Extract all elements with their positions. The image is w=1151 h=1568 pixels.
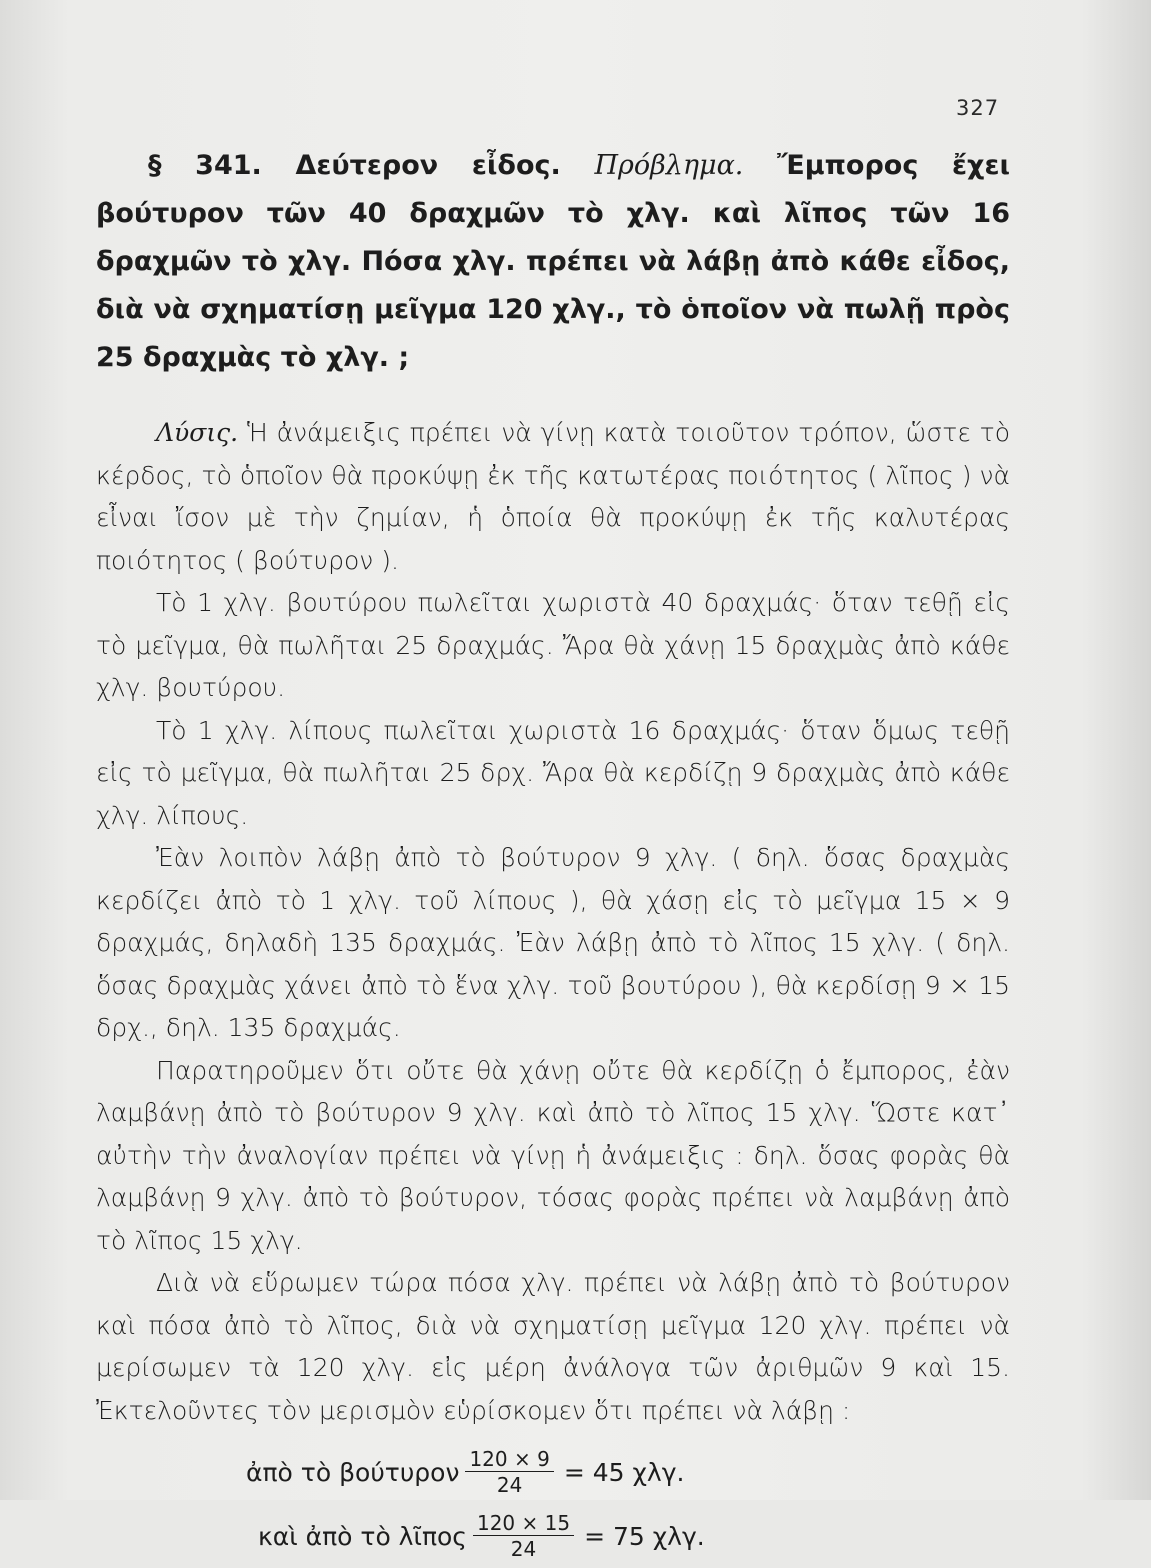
problem-text: Ἔμπορος ἔχει βούτυρον τῶν 40 δραχμῶν τὸ χλγ. καὶ λῖπος τῶν 16 δραχμῶν τὸ χλγ. Πόσα χλγ. πρέπει νὰ λάβῃ ἀπὸ κάθε εἶδος, διὰ νὰ σχηματίσῃ μεῖγμα 120 χλγ., τὸ ὁποῖον νὰ πωλῇ πρὸς 25 δραχμὰς τὸ χλγ. ; xyxy=(96,150,1011,373)
formula-butter xyxy=(96,1440,1010,1504)
paragraph-fat-gain: Τὸ 1 χλγ. λίπους πωλεῖται χωριστὰ 16 δραχμάς· ὅταν ὅμως τεθῇ εἰς τὸ μεῖγμα, θὰ πωλῆται 25 δρχ. Ἄρα θὰ κερδίζῃ 9 δραχμὰς ἀπὸ κάθε χλγ. λίπους. xyxy=(96,715,1010,830)
section-title: Δεύτερον εἶδος. xyxy=(295,150,561,181)
section-number: § 341. xyxy=(148,150,262,181)
formula-label: ἀπὸ τὸ βούτυρον xyxy=(246,1457,460,1487)
page-body xyxy=(96,142,1010,1568)
page-number: 327 xyxy=(956,96,1000,120)
solution-label: Λύσις. xyxy=(156,418,239,447)
paragraph-balance-check: Ἐὰν λοιπὸν λάβῃ ἀπὸ τὸ βούτυρον 9 χλγ. ( δηλ. ὅσας δραχμὰς κερδίζει ἀπὸ τὸ 1 χλγ. τοῦ λίπους ), θὰ χάσῃ εἰς τὸ μεῖγμα 15 × 9 δραχμάς, δηλαδὴ 135 δραχμάς. Ἐὰν λάβῃ ἀπὸ τὸ λῖπος 15 χλγ. ( δηλ. ὅσας δραχμὰς χάνει ἀπὸ τὸ ἕνα χλγ. τοῦ βουτύρου ), θὰ κερδίσῃ 9 × 15 δρχ., δηλ. 135 δραχμάς. xyxy=(96,843,1010,1042)
solution-intro-text: Ἡ ἀνάμειξις πρέπει νὰ γίνῃ κατὰ τοιοῦτον τρόπον, ὥστε τὸ κέρδος, τὸ ὁποῖον θὰ προκύψῃ ἐκ τῆς κατωτέρας ποιότητος ( λῖπος ) νὰ εἶναι ἴσον μὲ τὴν ζημίαν, ἡ ὁποία θὰ προκύψῃ ἐκ τῆς καλυτέρας ποιότητος ( βούτυρον ). xyxy=(96,418,1011,575)
fraction-numerator: 120 × 15 xyxy=(473,1512,574,1536)
paragraph-butter-loss: Τὸ 1 χλγ. βουτύρου πωλεῖται χωριστὰ 40 δραχμάς· ὅταν τεθῇ εἰς τὸ μεῖγμα, θὰ πωλῆται 25 δραχμάς. Ἄρα θὰ χάνῃ 15 δραχμὰς ἀπὸ κάθε χλγ. βουτύρου. xyxy=(96,588,1010,702)
formula-result: = 45 χλγ. xyxy=(563,1457,685,1487)
problem-statement xyxy=(96,142,1010,382)
fraction-denominator: 24 xyxy=(510,1537,537,1561)
formula-fat xyxy=(96,1504,1010,1568)
problem-label: Πρόβλημα. xyxy=(594,150,744,181)
formula-result: = 75 χλγ. xyxy=(584,1521,705,1551)
formula-label: καὶ ἀπὸ τὸ λῖπος xyxy=(258,1521,467,1551)
solution-intro xyxy=(96,412,1010,582)
fraction xyxy=(473,1512,574,1560)
fraction-numerator: 120 × 9 xyxy=(465,1448,553,1472)
fraction-denominator: 24 xyxy=(496,1473,523,1497)
paragraph-observation: Παρατηροῦμεν ὅτι οὔτε θὰ χάνῃ οὔτε θὰ κερδίζῃ ὁ ἔμπορος, ἐὰν λαμβάνῃ ἀπὸ τὸ βούτυρον 9 χλγ. καὶ ἀπὸ τὸ λῖπος 15 χλγ. Ὥστε κατ᾽ αὐτὴν τὴν ἀναλογίαν πρέπει νὰ γίνῃ ἡ ἀνάμειξις : δηλ. ὅσας φορὰς θὰ λαμβάνῃ 9 χλγ. ἀπὸ τὸ βούτυρον, τόσας φορὰς πρέπει νὰ λαμβάνῃ ἀπὸ τὸ λῖπος 15 χλγ. xyxy=(96,1055,1010,1255)
paragraph-division: Διὰ νὰ εὕρωμεν τώρα πόσα χλγ. πρέπει νὰ λάβῃ ἀπὸ τὸ βούτυρον καὶ πόσα ἀπὸ τὸ λῖπος, διὰ νὰ σχηματίσῃ μεῖγμα 120 χλγ. πρέπει νὰ μερίσωμεν τὰ 120 χλγ. εἰς μέρη ἀνάλογα τῶν ἀριθμῶν 9 καὶ 15. Ἐκτελοῦντες τὸν μερισμὸν εὑρίσκομεν ὅτι πρέπει νὰ λάβῃ : xyxy=(96,1268,1010,1425)
fraction xyxy=(465,1448,553,1496)
